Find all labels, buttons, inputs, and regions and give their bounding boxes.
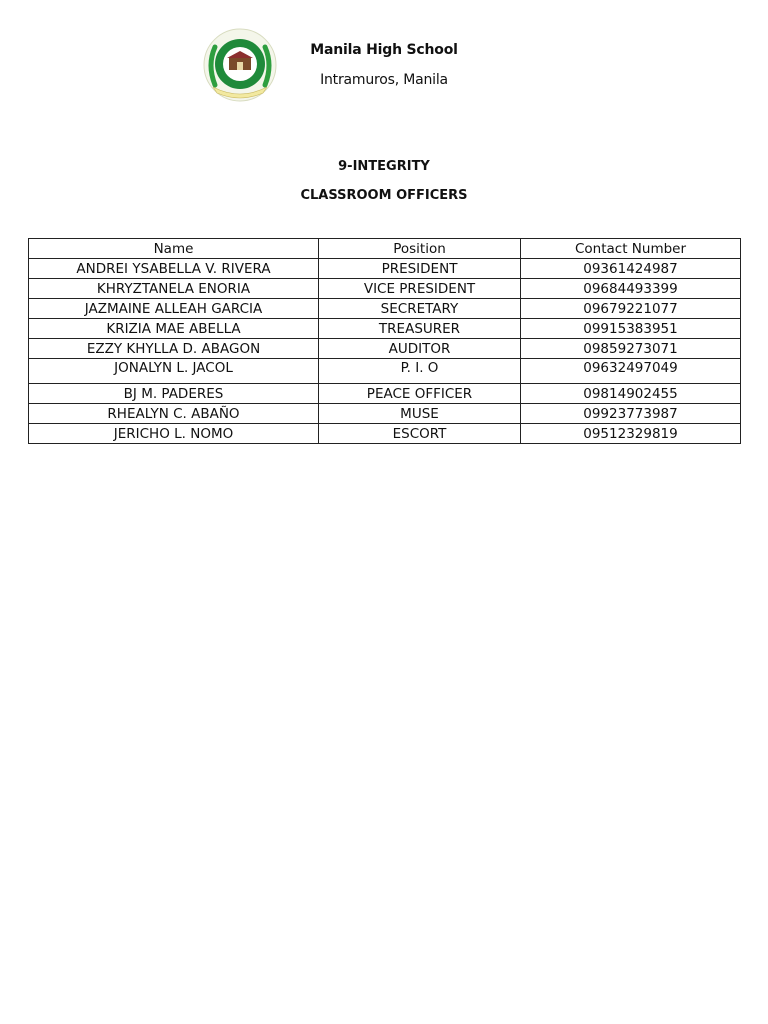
- school-seal-icon: [201, 27, 279, 103]
- document-title: CLASSROOM OFFICERS: [300, 188, 468, 203]
- officer-name: BJ M. PADERES: [29, 384, 319, 404]
- table-row: [29, 404, 741, 424]
- column-header-contact: Contact Number: [521, 239, 741, 259]
- table-header-row: [29, 239, 741, 259]
- officer-name: JERICHO L. NOMO: [29, 424, 319, 444]
- column-header-position: Position: [319, 239, 521, 259]
- officer-contact: 09814902455: [521, 384, 741, 404]
- officer-name: JONALYN L. JACOL: [29, 359, 319, 384]
- column-header-name: Name: [29, 239, 319, 259]
- officer-name: JAZMAINE ALLEAH GARCIA: [29, 299, 319, 319]
- officer-position: MUSE: [319, 404, 521, 424]
- officer-name: KHRYZTANELA ENORIA: [29, 279, 319, 299]
- officer-contact: 09684493399: [521, 279, 741, 299]
- officer-position: PRESIDENT: [319, 259, 521, 279]
- officer-contact: 09361424987: [521, 259, 741, 279]
- officer-position: PEACE OFFICER: [319, 384, 521, 404]
- officers-table: [28, 238, 741, 444]
- officer-position: TREASURER: [319, 319, 521, 339]
- officer-contact: 09632497049: [521, 359, 741, 384]
- school-address: Intramuros, Manila: [320, 72, 448, 88]
- officer-position: AUDITOR: [319, 339, 521, 359]
- school-name: Manila High School: [310, 42, 458, 58]
- table-row: [29, 339, 741, 359]
- table-row: [29, 359, 741, 384]
- officer-contact: 09915383951: [521, 319, 741, 339]
- officer-position: SECRETARY: [319, 299, 521, 319]
- table-row: [29, 259, 741, 279]
- officer-name: KRIZIA MAE ABELLA: [29, 319, 319, 339]
- officer-position: ESCORT: [319, 424, 521, 444]
- table-row: [29, 279, 741, 299]
- table-row: [29, 424, 741, 444]
- officer-contact: 09923773987: [521, 404, 741, 424]
- table-row: [29, 299, 741, 319]
- officer-name: RHEALYN C. ABAÑO: [29, 404, 319, 424]
- officer-contact: 09859273071: [521, 339, 741, 359]
- officer-contact: 09512329819: [521, 424, 741, 444]
- officer-position: VICE PRESIDENT: [319, 279, 521, 299]
- officer-name: ANDREI YSABELLA V. RIVERA: [29, 259, 319, 279]
- officer-contact: 09679221077: [521, 299, 741, 319]
- section-name: 9-INTEGRITY: [338, 159, 430, 174]
- table-row: [29, 384, 741, 404]
- officer-name: EZZY KHYLLA D. ABAGON: [29, 339, 319, 359]
- table-row: [29, 319, 741, 339]
- officer-position: P. I. O: [319, 359, 521, 384]
